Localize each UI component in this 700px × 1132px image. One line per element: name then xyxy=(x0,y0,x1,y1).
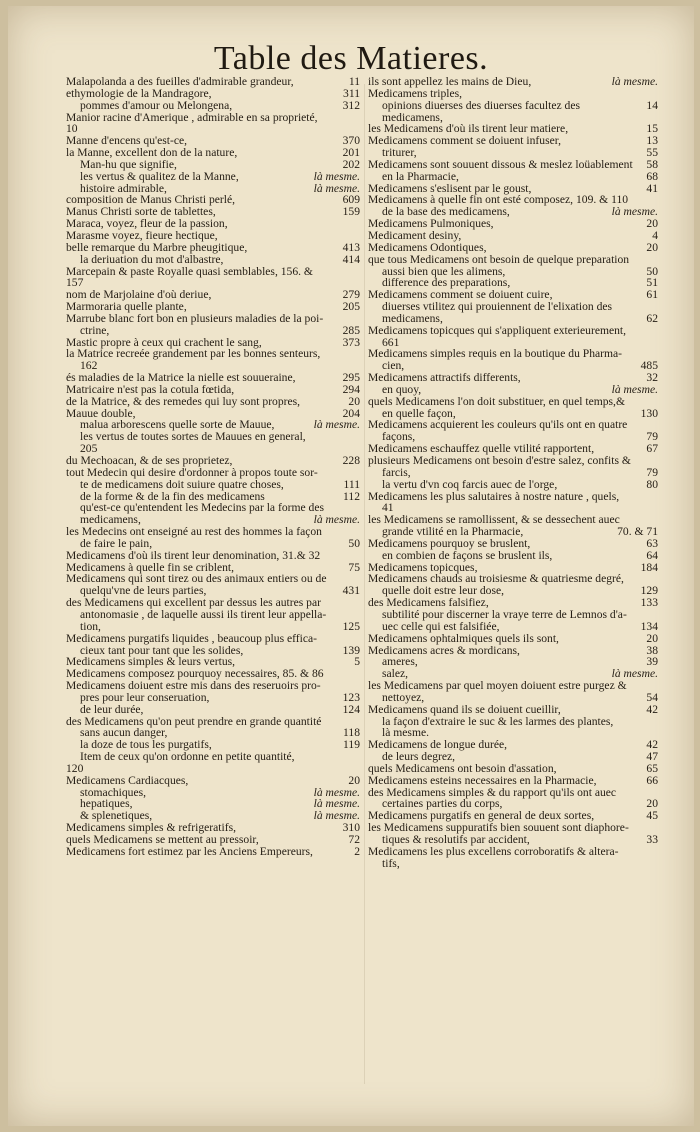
index-entry-text: Medicamens simples & refrigeratifs, xyxy=(66,821,236,835)
index-entry-text: des Medicamens qui excellent par dessus les autres par xyxy=(66,596,321,610)
index-entry-page-ref: 66 xyxy=(646,773,658,787)
left-index-column xyxy=(66,76,360,858)
index-entry-text: difference des preparations, xyxy=(382,276,511,290)
index-entry-page-ref: 133 xyxy=(640,596,658,610)
index-entry xyxy=(368,396,658,408)
index-entry-page-ref: 20 xyxy=(646,240,658,254)
index-entry-page-ref: 80 xyxy=(646,477,658,491)
index-entry-text: Medicamens quand ils se doiuent cueillir, xyxy=(368,702,561,716)
index-entry-text: du Mechoacan, & de ses proprietez, xyxy=(66,454,233,467)
index-entry-page-ref: 14 xyxy=(646,98,658,112)
index-entry-text: Medicamens comment se doiuent cuire, xyxy=(368,288,553,302)
index-entry-page-ref: 68 xyxy=(646,169,658,183)
index-entry-page-ref: 204 xyxy=(342,406,360,420)
index-entry-page-ref: 33 xyxy=(646,833,658,846)
index-entry-page-ref: 39 xyxy=(646,655,658,669)
index-entry-text: la Manne, excellent don de la nature, xyxy=(66,146,238,160)
index-entry-text: cieux tant pour tant que les solides, xyxy=(80,643,244,657)
index-entry-text: 162 xyxy=(80,359,98,373)
index-entry xyxy=(368,538,658,550)
index-entry xyxy=(66,112,360,124)
index-entry-page-ref: 42 xyxy=(646,702,658,716)
index-entry xyxy=(66,100,360,112)
index-entry-text: Medicamens à quelle fin ont esté composez, 109. & 110 xyxy=(368,193,629,207)
index-entry-text: la deriuation du mot d'albastre, xyxy=(80,252,224,266)
index-entry-page-ref: 279 xyxy=(342,288,360,302)
index-entry-text: que tous Medicamens ont besoin de quelque preparation xyxy=(368,252,630,266)
index-entry-text: sans aucun danger, xyxy=(80,726,168,740)
index-entry-text: Manus Christi sorte de tablettes, xyxy=(66,205,216,219)
index-entry-text: grande vtilité en la Pharmacie, xyxy=(382,525,524,539)
index-entry-page-ref: là mesme. xyxy=(313,513,360,527)
index-entry-page-ref: 123 xyxy=(342,690,360,704)
index-entry xyxy=(66,171,360,183)
index-entry-text: les Medicamens se ramollissent, & se dessechent auec xyxy=(368,513,620,527)
index-entry xyxy=(368,159,658,171)
index-entry-page-ref: 112 xyxy=(343,489,360,503)
index-entry-page-ref: 130 xyxy=(640,406,658,420)
index-entry xyxy=(368,254,658,266)
index-entry xyxy=(368,313,658,325)
index-entry xyxy=(66,846,360,858)
index-entry-text: Medicamens esteins necessaires en la Pharmacie, xyxy=(368,773,597,787)
index-entry-text: tout Medecin qui desire d'ordonner à propos toute sor- xyxy=(66,465,318,479)
index-entry-page-ref: 41 xyxy=(646,181,658,195)
index-entry-text: quelle doit estre leur dose, xyxy=(382,584,505,598)
index-entry-text: Medicament desiny, xyxy=(368,228,462,242)
index-entry-page-ref: là mesme. xyxy=(313,181,360,195)
column-gutter xyxy=(364,84,365,1084)
index-entry-page-ref: là mesme. xyxy=(611,75,658,88)
index-entry-page-ref: 47 xyxy=(646,750,658,764)
index-entry-page-ref: 70. & 71 xyxy=(617,525,658,539)
index-entry xyxy=(368,242,658,254)
index-entry-page-ref: 50 xyxy=(348,536,360,550)
index-entry-text: és maladies de la Matrice la nielle est souueraine, xyxy=(66,371,296,385)
index-entry-text: 10 xyxy=(66,122,78,136)
book-page xyxy=(8,6,694,1126)
index-entry xyxy=(368,467,658,479)
index-entry-page-ref: 79 xyxy=(646,465,658,479)
index-entry xyxy=(368,775,658,787)
index-entry-text: Medicamens comment se doiuent infuser, xyxy=(368,134,562,148)
index-entry-page-ref: 285 xyxy=(342,323,360,337)
index-entry-text: antonomasie , de laquelle aussi ils tirent leur appella- xyxy=(80,607,327,621)
index-entry-page-ref: 63 xyxy=(646,536,658,550)
index-entry-text: Medicamens attractifs differents, xyxy=(368,371,521,385)
index-entry-text: belle remarque du Marbre pheugitique, xyxy=(66,240,248,254)
index-entry-text: 120 xyxy=(66,761,84,775)
index-entry-text: hepatiques, xyxy=(80,797,133,811)
index-entry-text: les Medicamens suppuratifs bien souuent sont diaphore- xyxy=(368,821,629,835)
index-entry xyxy=(66,550,360,562)
index-entry-text: Medicamens d'où ils tirent leur denomination, 31.& 32 xyxy=(66,548,321,562)
index-entry-page-ref: 124 xyxy=(342,702,360,716)
index-entry-text: Maraca, voyez, fleur de la passion, xyxy=(66,217,228,231)
index-entry-text: te de medicamens doit suiure quatre choses, xyxy=(80,477,284,491)
index-entry-text: la Matrice recreée grandement par les bonnes senteurs, xyxy=(66,347,321,361)
index-entry-text: Marrube blanc fort bon en plusieurs maladies de la poi- xyxy=(66,311,324,325)
index-entry-text: qu'est-ce qu'entendent les Medecins par la forme des xyxy=(80,501,325,515)
index-entry-page-ref: 50 xyxy=(646,264,658,278)
index-entry-text: Medicamens fort estimez par les Anciens Empereurs, xyxy=(66,844,313,858)
index-entry xyxy=(368,384,658,396)
index-entry-text: quels Medicamens se mettent au pressoir, xyxy=(66,833,259,846)
index-entry-text: tifs, xyxy=(382,856,400,870)
index-entry xyxy=(66,538,360,550)
index-entry-page-ref: 310 xyxy=(342,821,360,835)
index-entry-page-ref: 20 xyxy=(348,773,360,787)
index-entry-text: Medicamens topicques, xyxy=(368,560,478,574)
index-entry-page-ref: 201 xyxy=(342,146,360,160)
index-entry-text: en la Pharmacie, xyxy=(382,169,459,183)
index-entry-text: composition de Manus Christi perlé, xyxy=(66,193,236,207)
index-entry-text: ctrine, xyxy=(80,323,110,337)
index-entry-text: Mastic propre à ceux qui crachent le sang, xyxy=(66,335,262,349)
index-entry-text: la vertu d'vn coq farcis auec de l'orge, xyxy=(382,477,558,491)
index-entry-text: 41 xyxy=(382,501,394,515)
index-entry-page-ref: 609 xyxy=(342,193,360,207)
right-index-column xyxy=(368,76,658,870)
index-entry-text: diuerses vtilitez qui prouiennent de l'elixation des xyxy=(382,300,613,314)
index-entry-text: de la forme & de la fin des medicamens xyxy=(80,489,265,503)
index-entry-text: 157 xyxy=(66,276,84,290)
index-entry-text: Malapolanda a des fueilles d'admirable grandeur, xyxy=(66,75,294,88)
index-entry-text: stomachiques, xyxy=(80,785,147,799)
index-entry-text: plusieurs Medicamens ont besoin d'estre salez, confits & xyxy=(368,454,631,467)
index-entry-page-ref: 228 xyxy=(342,454,360,467)
index-entry xyxy=(66,325,360,337)
index-entry xyxy=(66,242,360,254)
index-entry xyxy=(368,348,658,360)
index-entry-text: les Medicamens par quel moyen doiuent estre purgez & xyxy=(368,679,627,693)
index-entry-text: pommes d'amour ou Melongena, xyxy=(80,98,233,112)
index-entry xyxy=(368,455,658,467)
index-entry xyxy=(368,858,658,870)
index-entry-page-ref: 42 xyxy=(646,738,658,752)
index-entry-page-ref: là mesme. xyxy=(611,382,658,396)
index-entry-page-ref: 311 xyxy=(343,86,360,100)
index-entry-text: quels Medicamens l'on doit substituer, en quel temps,& xyxy=(368,394,625,408)
index-entry xyxy=(368,633,658,645)
index-entry xyxy=(66,479,360,491)
index-entry-text: Medicamens Pulmoniques, xyxy=(368,217,494,231)
index-entry-text: nettoyez, xyxy=(382,690,425,704)
index-entry-text: Medicamens doiuent estre mis dans des reseruoirs pro- xyxy=(66,679,321,693)
index-entry xyxy=(368,763,658,775)
index-entry-text: uec celle qui est falsifiée, xyxy=(382,619,500,633)
index-entry-text: de leur durée, xyxy=(80,702,144,716)
index-entry-page-ref: 2 xyxy=(354,844,360,858)
index-entry-text: 205 xyxy=(80,442,98,456)
index-entry-text: Item de ceux qu'on ordonne en petite quantité, xyxy=(80,750,295,764)
index-entry-page-ref: là mesme. xyxy=(611,205,658,219)
index-entry-text: de la Matrice, & des remedes qui luy sont propres, xyxy=(66,394,301,408)
index-entry-page-ref: là mesme. xyxy=(313,169,360,183)
index-entry-page-ref: 67 xyxy=(646,442,658,456)
index-entry-page-ref: 118 xyxy=(343,726,360,740)
index-entry-page-ref: là mesme. xyxy=(313,797,360,811)
index-entry-text: quelqu'vne de leurs parties, xyxy=(80,584,207,598)
index-entry-page-ref: 125 xyxy=(342,619,360,633)
index-entry-text: les vertus & qualitez de la Manne, xyxy=(80,169,239,183)
index-entry-text: 661 xyxy=(382,335,400,349)
index-entry-text: medicamens, xyxy=(382,311,443,325)
index-entry-page-ref: 202 xyxy=(342,157,360,171)
index-entry-text: Medicamens topicques qui s'appliquent exterieurement, xyxy=(368,323,627,337)
index-entry-page-ref: 373 xyxy=(342,335,360,349)
index-entry xyxy=(368,171,658,183)
index-entry-text: pres pour leur conseruation, xyxy=(80,690,210,704)
index-entry xyxy=(66,254,360,266)
index-entry-text: medicamens, xyxy=(80,513,141,527)
index-entry-page-ref: 312 xyxy=(342,98,360,112)
index-entry-page-ref: là mesme. xyxy=(313,418,360,432)
index-entry-page-ref: là mesme. xyxy=(313,785,360,799)
index-entry-text: Medicamens à quelle fin se criblent, xyxy=(66,560,235,574)
index-entry-page-ref: 119 xyxy=(343,738,360,752)
index-entry-text: Manne d'encens qu'est-ce, xyxy=(66,134,188,148)
index-entry-page-ref: là mesme. xyxy=(313,809,360,823)
index-entry xyxy=(66,621,360,633)
index-entry-text: histoire admirable, xyxy=(80,181,167,195)
index-entry-text: Medicamens les plus excellens corroboratifs & altera- xyxy=(368,844,619,858)
index-entry-text: des Medicamens falsifiez, xyxy=(368,596,489,610)
index-entry-text: farcis, xyxy=(382,465,411,479)
index-entry-page-ref: 413 xyxy=(342,240,360,254)
index-entry-text: Manior racine d'Amerique , admirable en sa proprieté, xyxy=(66,110,318,124)
index-entry xyxy=(66,313,360,325)
index-entry-text: Medicamens les plus salutaires à nostre nature , quels, xyxy=(368,489,620,503)
index-entry-page-ref: 38 xyxy=(646,643,658,657)
index-entry-text: ameres, xyxy=(382,655,418,669)
index-entry-page-ref: 45 xyxy=(646,809,658,823)
index-entry-page-ref: 111 xyxy=(343,477,360,491)
index-entry-text: Matricaire n'est pas la cotula fœtida, xyxy=(66,382,235,396)
index-entry-page-ref: 134 xyxy=(640,619,658,633)
index-entry xyxy=(66,348,360,360)
index-entry-text: malua arborescens quelle sorte de Mauue, xyxy=(80,418,275,432)
index-entry xyxy=(66,704,360,716)
index-entry-text: triturer, xyxy=(382,146,417,160)
index-entry xyxy=(368,100,658,112)
index-entry-text: Medicamens de longue durée, xyxy=(368,738,508,752)
index-entry-text: Medicamens pourquoy se bruslent, xyxy=(368,536,531,550)
index-entry-text: la façon d'extraire le suc & les larmes des plantes, xyxy=(382,714,614,728)
index-entry-text: medicamens, xyxy=(382,110,443,124)
index-entry xyxy=(66,751,360,763)
index-entry xyxy=(66,431,360,443)
index-entry-page-ref: 20 xyxy=(646,217,658,231)
index-entry-text: nom de Marjolaine d'où deriue, xyxy=(66,288,212,302)
index-entry xyxy=(66,633,360,645)
index-entry-page-ref: 205 xyxy=(342,300,360,314)
index-entry xyxy=(368,88,658,100)
index-entry xyxy=(66,159,360,171)
index-entry-text: & splenetiques, xyxy=(80,809,153,823)
index-entry-page-ref: 20 xyxy=(646,631,658,645)
index-entry-text: Medicamens composez pourquoy necessaires, 85. & 86 xyxy=(66,667,324,681)
index-entry-page-ref: 295 xyxy=(342,371,360,385)
index-entry-text: Marcepain & paste Royalle quasi semblables, 156. & xyxy=(66,264,313,278)
index-entry-page-ref: 485 xyxy=(640,359,658,373)
index-entry-page-ref: 20 xyxy=(646,797,658,811)
page-title: Table des Matieres. xyxy=(213,40,489,77)
index-entry-page-ref: 184 xyxy=(640,560,658,574)
index-entry xyxy=(368,479,658,491)
index-entry-text: de la base des medicamens, xyxy=(382,205,510,219)
index-entry-page-ref: 20 xyxy=(348,394,360,408)
index-entry-page-ref: 414 xyxy=(342,252,360,266)
index-entry-page-ref: 58 xyxy=(646,157,658,171)
index-entry-page-ref: 11 xyxy=(348,75,360,88)
index-entry-page-ref: 294 xyxy=(342,382,360,396)
index-entry xyxy=(368,846,658,858)
index-entry-page-ref: 51 xyxy=(646,276,658,290)
index-entry-page-ref: 4 xyxy=(652,228,658,242)
index-entry-page-ref: 61 xyxy=(646,288,658,302)
index-entry xyxy=(66,775,360,787)
index-entry-text: Medicamens Odontiques, xyxy=(368,240,487,254)
index-entry-text: Marmoraria quelle plante, xyxy=(66,300,187,314)
index-entry-text: ethymologie de la Mandragore, xyxy=(66,86,212,100)
index-entry-text: là mesme. xyxy=(382,726,430,740)
index-entry xyxy=(66,467,360,479)
index-entry xyxy=(66,763,360,775)
index-entry-text: Medicamens triples, xyxy=(368,86,463,100)
index-entry-text: aussi bien que les alimens, xyxy=(382,264,506,278)
index-entry-text: les vertus de toutes sortes de Mauues en general, xyxy=(80,430,306,444)
index-entry-text: Medicamens purgatifs en general de deux sortes, xyxy=(368,809,595,823)
index-entry-page-ref: 72 xyxy=(348,833,360,846)
index-entry-text: cien, xyxy=(382,359,405,373)
index-entry-text: tion, xyxy=(80,619,101,633)
index-entry-text: Marasme voyez, fieure hectique, xyxy=(66,228,218,242)
index-entry-text: en combien de façons se bruslent ils, xyxy=(382,548,553,562)
index-entry-page-ref: là mesme. xyxy=(611,667,658,681)
index-entry xyxy=(66,384,360,396)
index-entry-text: opinions diuerses des diuerses facultez des xyxy=(382,98,581,112)
index-entry-text: salez, xyxy=(382,667,409,681)
index-entry xyxy=(66,692,360,704)
index-entry-text: Medicamens s'eslisent par le goust, xyxy=(368,181,532,195)
index-entry-page-ref: 15 xyxy=(646,122,658,136)
index-entry xyxy=(368,621,658,633)
index-entry-text: façons, xyxy=(382,430,416,444)
index-entry-text: en quelle façon, xyxy=(382,406,456,420)
index-entry xyxy=(66,609,360,621)
index-entry-page-ref: 139 xyxy=(342,643,360,657)
index-entry-text: Medicamens simples requis en la boutique du Pharma- xyxy=(368,347,623,361)
index-entry-page-ref: 370 xyxy=(342,134,360,148)
index-entry xyxy=(368,550,658,562)
index-entry-page-ref: 32 xyxy=(646,371,658,385)
index-entry-page-ref: 159 xyxy=(342,205,360,219)
index-entry-text: la doze de tous les purgatifs, xyxy=(80,738,212,752)
index-entry-text: certaines parties du corps, xyxy=(382,797,503,811)
index-entry-page-ref: 64 xyxy=(646,548,658,562)
index-entry-text: les Medecins ont enseigné au rest des hommes la façon xyxy=(66,525,322,539)
index-entry-text: de faire le pain, xyxy=(80,536,153,550)
index-entry-page-ref: 62 xyxy=(646,311,658,325)
index-entry xyxy=(368,692,658,704)
index-entry-page-ref: 129 xyxy=(640,584,658,598)
index-entry-text: Medicamens Cardiacques, xyxy=(66,773,189,787)
index-entry xyxy=(66,396,360,408)
index-entry-text: des Medicamens simples & du rapport qu'ils ont auec xyxy=(368,785,617,799)
index-entry-text: Medicamens chauds au troisiesme & quatriesme degré, xyxy=(368,572,624,586)
index-entry-text: les Medicamens d'où ils tirent leur matiere, xyxy=(368,122,569,136)
index-entry-page-ref: 13 xyxy=(646,134,658,148)
index-entry xyxy=(368,704,658,716)
index-entry xyxy=(66,266,360,278)
index-entry-text: Medicamens acquierent les couleurs qu'ils ont en quatre xyxy=(368,418,628,432)
index-entry-text: Medicamens ophtalmiques quels ils sont, xyxy=(368,631,559,645)
index-entry-text: quels Medicamens ont besoin d'assation, xyxy=(368,761,557,775)
index-entry-text: Medicamens purgatifs liquides , beaucoup plus effica- xyxy=(66,631,318,645)
index-entry-text: Medicamens sont souuent dissous & meslez loüablement xyxy=(368,157,633,171)
index-entry-text: subtilité pour discerner la vraye terre de Lemnos d'a- xyxy=(382,607,627,621)
index-entry-page-ref: 431 xyxy=(342,584,360,598)
index-entry-text: de leurs degrez, xyxy=(382,750,456,764)
index-entry xyxy=(368,325,658,337)
index-entry xyxy=(66,88,360,100)
index-entry-text: Medicamens qui sont tirez ou des animaux entiers ou de xyxy=(66,572,327,586)
index-entry-page-ref: 54 xyxy=(646,690,658,704)
index-entry xyxy=(368,491,658,503)
index-entry-text: Mauue double, xyxy=(66,406,136,420)
index-entry-text: Man-hu que signifie, xyxy=(80,157,177,171)
index-entry-text: tiques & resolutifs par accident, xyxy=(382,833,530,846)
index-entry-page-ref: 75 xyxy=(348,560,360,574)
index-entry-text: Medicamens acres & mordicans, xyxy=(368,643,520,657)
index-entry-page-ref: 55 xyxy=(646,146,658,160)
index-entry-page-ref: 79 xyxy=(646,430,658,444)
index-entry-page-ref: 65 xyxy=(646,761,658,775)
index-entry-text: Medicamens eschauffez quelle vtilité rapportent, xyxy=(368,442,595,456)
index-entry-text: Medicamens simples & leurs vertus, xyxy=(66,655,236,669)
index-entry-text: des Medicamens qu'on peut prendre en grande quantité xyxy=(66,714,322,728)
index-entry-page-ref: 5 xyxy=(354,655,360,669)
index-entry-text: ils sont appellez les mains de Dieu, xyxy=(368,75,532,88)
index-entry-text: en quoy, xyxy=(382,382,422,396)
